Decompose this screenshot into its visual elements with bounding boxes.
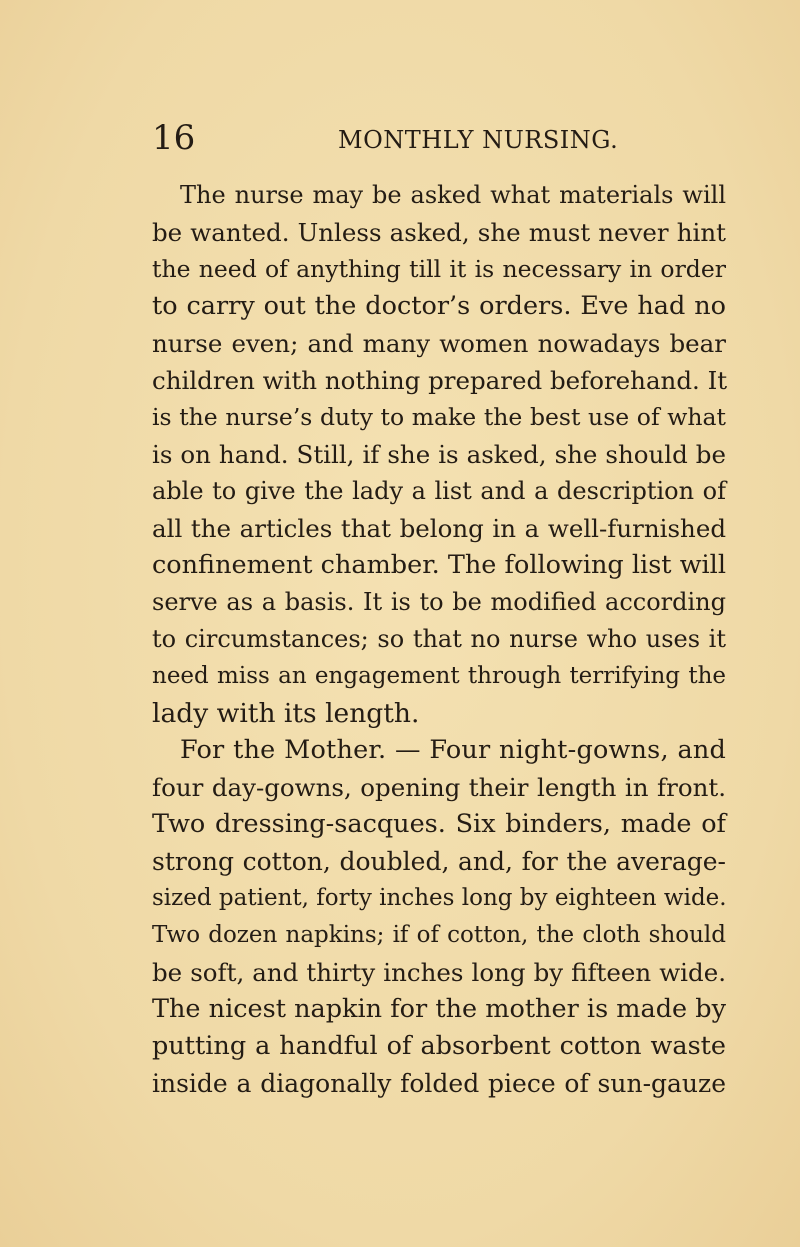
text-line: The nurse may be asked what materials will <box>180 181 726 209</box>
text-line: four day-gowns, opening their length in front. <box>152 773 726 802</box>
text-line: to circumstances; so that no nurse who uses it <box>152 625 726 653</box>
running-title: MONTHLY NURSING. <box>338 126 619 154</box>
body-text <box>152 177 726 1102</box>
text-line: be soft, and thirty inches long by fifteen wide. <box>152 958 726 987</box>
text-line: The nicest napkin for the mother is made by <box>152 994 726 1024</box>
text-line: nurse even; and many women nowadays bear <box>152 329 726 358</box>
text-line: confinement chamber. The following list will <box>152 550 726 580</box>
text-line: Two dozen napkins; if of cotton, the cloth should <box>152 922 726 948</box>
text-line: serve as a basis. It is to be modified according <box>152 588 726 616</box>
text-line: lady with its length. <box>152 698 420 729</box>
text-line: sized patient, forty inches long by eighteen wide. <box>152 885 727 911</box>
text-line: all the articles that belong in a well-furnished <box>152 514 726 543</box>
text-line: the need of anything till it is necessary in order <box>152 255 726 283</box>
text-line: able to give the lady a list and a description of <box>152 477 726 505</box>
running-head <box>152 118 732 158</box>
text-line: children with nothing prepared beforehand. It <box>152 366 728 395</box>
text-line: is on hand. Still, if she is asked, she should be <box>152 440 726 469</box>
text-line: need miss an engagement through terrifying the <box>152 663 726 689</box>
text-line: is the nurse’s duty to make the best use of what <box>152 403 726 431</box>
text-line: strong cotton, doubled, and, for the average- <box>152 847 726 876</box>
text-line: to carry out the doctor’s orders. Eve had no <box>152 291 726 321</box>
text-line: putting a handful of absorbent cotton waste <box>152 1031 726 1061</box>
section-lead-line: For the Mother. — Four night-gowns, and <box>180 735 726 765</box>
text-line: be wanted. Unless asked, she must never hint <box>152 218 726 247</box>
text-line: Two dressing-sacques. Six binders, made of <box>152 809 726 839</box>
page-number: 16 <box>152 118 196 158</box>
text-line: inside a diagonally folded piece of sun-gauze <box>152 1069 726 1098</box>
